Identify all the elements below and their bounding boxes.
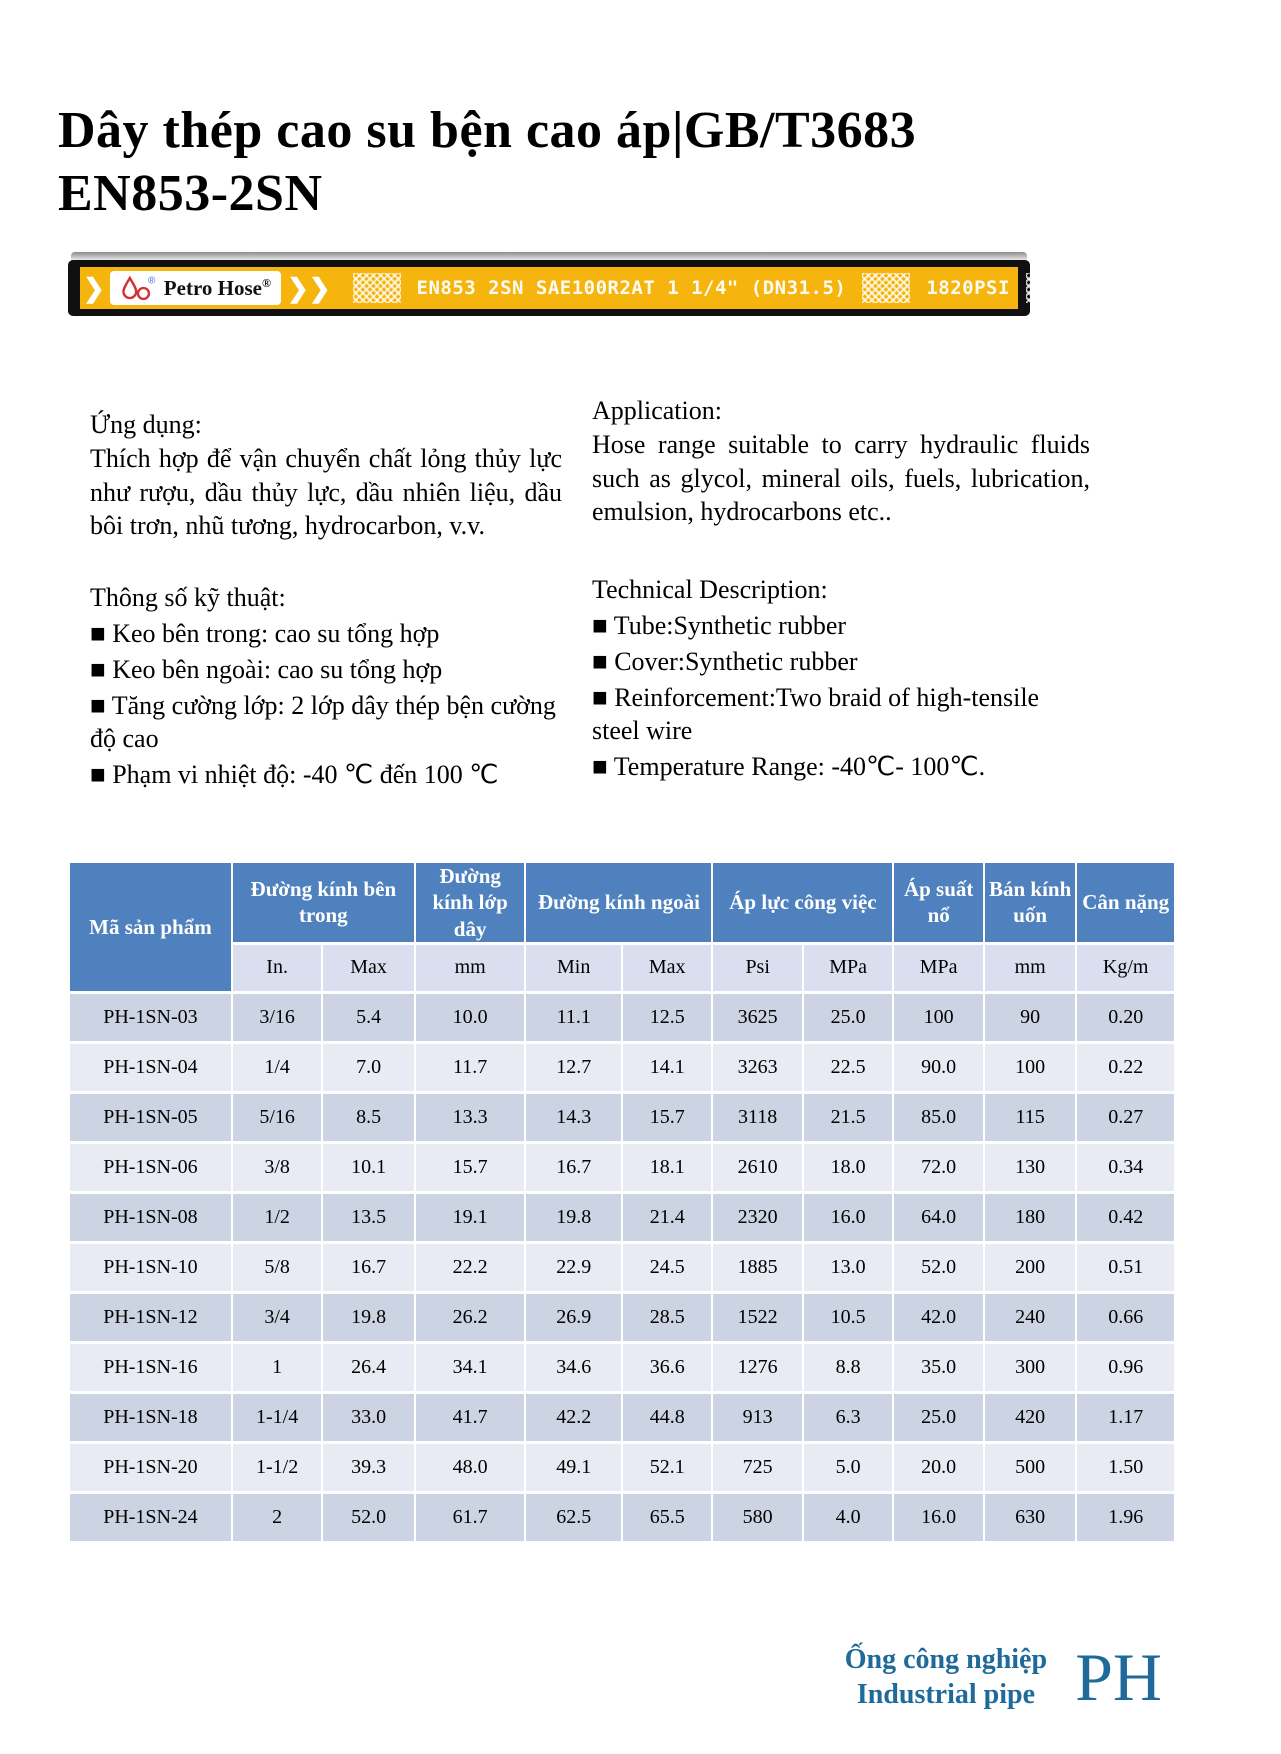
value-cell: 10.1 [323, 1144, 413, 1191]
value-cell: 6.3 [804, 1394, 893, 1441]
value-cell: 15.7 [623, 1094, 711, 1141]
value-cell: 1.50 [1077, 1444, 1174, 1491]
value-cell: 3118 [713, 1094, 801, 1141]
value-cell: 62.5 [526, 1494, 621, 1541]
value-cell: 19.8 [323, 1294, 413, 1341]
value-cell: 39.3 [323, 1444, 413, 1491]
unit-header: MPa [804, 945, 893, 991]
value-cell: 3625 [713, 994, 801, 1041]
spec-item: ■ Phạm vi nhiệt độ: -40 ℃ đến 100 ℃ [90, 760, 499, 790]
value-cell: 115 [985, 1094, 1075, 1141]
value-cell: 16.7 [526, 1144, 621, 1191]
spec-item: ■ Reinforcement:Two braid of high-tensile steel wire [592, 682, 1040, 746]
table-row [70, 994, 1174, 1041]
value-cell: 35.0 [894, 1344, 982, 1391]
application-section-en [592, 394, 1090, 786]
value-cell: 16.7 [323, 1244, 413, 1291]
unit-header: Kg/m [1077, 945, 1174, 991]
spec-item: ■ Tăng cường lớp: 2 lớp dây thép bện cường độ cao [90, 690, 556, 754]
value-cell: 1-1/4 [233, 1394, 321, 1441]
value-cell: 12.7 [526, 1044, 621, 1091]
value-cell: 2320 [713, 1194, 801, 1241]
product-code-cell: PH-1SN-05 [70, 1094, 231, 1141]
product-code-cell: PH-1SN-06 [70, 1144, 231, 1191]
value-cell: 1276 [713, 1344, 801, 1391]
value-cell: 18.0 [804, 1144, 893, 1191]
value-cell: 48.0 [416, 1444, 525, 1491]
registered-mark: ® [261, 276, 271, 290]
table-row [70, 1444, 1174, 1491]
col-header-product-code: Mã sản phẩm [70, 863, 231, 991]
hose-black-cover [68, 260, 1281, 316]
value-cell: 1.96 [1077, 1494, 1174, 1541]
value-cell: 22.5 [804, 1044, 893, 1091]
col-header-working-pressure: Áp lực công việc [713, 863, 892, 942]
value-cell: 630 [985, 1494, 1075, 1541]
value-cell: 26.9 [526, 1294, 621, 1341]
value-cell: 725 [713, 1444, 801, 1491]
value-cell: 64.0 [894, 1194, 982, 1241]
hose-highlight [71, 252, 1027, 260]
specs-list-en [592, 609, 1090, 784]
value-cell: 2 [233, 1494, 321, 1541]
value-cell: 36.6 [623, 1344, 711, 1391]
value-cell: 42.0 [894, 1294, 982, 1341]
petro-hose-drops-icon [118, 274, 158, 302]
value-cell: 14.3 [526, 1094, 621, 1141]
value-cell: 33.0 [323, 1394, 413, 1441]
value-cell: 18.1 [623, 1144, 711, 1191]
col-header-weight: Cân nặng [1077, 863, 1174, 942]
value-cell: 8.5 [323, 1094, 413, 1141]
table-header-groups-row [70, 863, 1174, 942]
table-row [70, 1094, 1174, 1141]
value-cell: 1/2 [233, 1194, 321, 1241]
flame-resistant-print [1188, 277, 1280, 300]
spec-item: ■ Keo bên ngoài: cao su tổng hợp [90, 654, 443, 684]
value-cell: 25.0 [804, 994, 893, 1041]
double-chevron-icon: ❯❯ [286, 273, 331, 303]
table-row [70, 1194, 1174, 1241]
application-paragraph-vi: Thích hợp để vận chuyển chất lỏng thủy lực như rượu, dầu thủy lực, dầu nhiên liệu, dầu bôi trơn, nhũ tương, hydrocarbon, v.v. [90, 443, 562, 541]
table-row [70, 1394, 1174, 1441]
value-cell: 7.0 [323, 1044, 413, 1091]
application-section-vi [90, 408, 562, 794]
spec-table [68, 860, 1176, 1544]
value-cell: 10.5 [804, 1294, 893, 1341]
value-cell: 3/4 [233, 1294, 321, 1341]
value-cell: 5.4 [323, 994, 413, 1041]
value-cell: 85.0 [894, 1094, 982, 1141]
value-cell: 3/16 [233, 994, 321, 1041]
hose-pressure-print: 1820PSI [926, 276, 1010, 299]
unit-header: In. [233, 945, 321, 991]
value-cell: 300 [985, 1344, 1075, 1391]
value-cell: 41.7 [416, 1394, 525, 1441]
table-row [70, 1044, 1174, 1091]
crosshatch-pattern [353, 273, 401, 303]
value-cell: 14.1 [623, 1044, 711, 1091]
unit-header: Max [623, 945, 711, 991]
value-cell: 90.0 [894, 1044, 982, 1091]
value-cell: 24.5 [623, 1244, 711, 1291]
value-cell: 1.17 [1077, 1394, 1174, 1441]
page-title: Dây thép cao su bện cao áp|GB/T3683 EN853-2SN [58, 101, 917, 223]
table-row [70, 1294, 1174, 1341]
technical-description-heading: Technical Description: [592, 575, 828, 605]
value-cell: 200 [985, 1244, 1075, 1291]
value-cell: 13.3 [416, 1094, 525, 1141]
value-cell: 10.0 [416, 994, 525, 1041]
product-code-cell: PH-1SN-24 [70, 1494, 231, 1541]
value-cell: 1-1/2 [233, 1444, 321, 1491]
footer [844, 1639, 1162, 1715]
value-cell: 0.20 [1077, 994, 1174, 1041]
value-cell: 34.1 [416, 1344, 525, 1391]
value-cell: 11.7 [416, 1044, 525, 1091]
value-cell: 22.9 [526, 1244, 621, 1291]
value-cell: 19.1 [416, 1194, 525, 1241]
value-cell: 2610 [713, 1144, 801, 1191]
footer-tagline-en: Industrial pipe [856, 1679, 1035, 1710]
value-cell: 1/4 [233, 1044, 321, 1091]
spec-item: ■ Cover:Synthetic rubber [592, 646, 858, 676]
product-code-cell: PH-1SN-18 [70, 1394, 231, 1441]
table-row [70, 1244, 1174, 1291]
table-row [70, 1144, 1174, 1191]
value-cell: 12.5 [623, 994, 711, 1041]
value-cell: 0.66 [1077, 1294, 1174, 1341]
value-cell: 26.2 [416, 1294, 525, 1341]
value-cell: 13.0 [804, 1244, 893, 1291]
spec-item: ■ Keo bên trong: cao su tổng hợp [90, 618, 440, 648]
flame-line2: MSHA 2G-1C-14C/44 [1188, 288, 1281, 298]
brand-name [164, 277, 271, 299]
product-code-cell: PH-1SN-10 [70, 1244, 231, 1291]
col-header-wire-layer-diameter: Đường kính lớp dây [416, 863, 525, 942]
value-cell: 0.27 [1077, 1094, 1174, 1141]
spacer [90, 543, 562, 581]
value-cell: 52.1 [623, 1444, 711, 1491]
value-cell: 580 [713, 1494, 801, 1541]
table-units-row [70, 945, 1174, 991]
table-row [70, 1494, 1174, 1541]
product-code-cell: PH-1SN-16 [70, 1344, 231, 1391]
ma-certification-icon: MA [1092, 277, 1126, 299]
hose-band-image [68, 252, 1281, 316]
flame-line1: FLAME RESISTANT [1188, 276, 1277, 287]
product-code-cell: PH-1SN-12 [70, 1294, 231, 1341]
value-cell: 16.0 [894, 1494, 982, 1541]
value-cell: 21.4 [623, 1194, 711, 1241]
value-cell: 0.22 [1077, 1044, 1174, 1091]
hose-spec-print: EN853 2SN SAE100R2AT 1 1/4" (DN31.5) [416, 276, 847, 299]
value-cell: 22.2 [416, 1244, 525, 1291]
value-cell: 130 [985, 1144, 1075, 1191]
value-cell: 100 [985, 1044, 1075, 1091]
value-cell: 44.8 [623, 1394, 711, 1441]
footer-tagline-vi: Ống công nghiệp [844, 1644, 1048, 1675]
hose-yellow-stripe [80, 267, 1281, 309]
value-cell: 65.5 [623, 1494, 711, 1541]
crosshatch-pattern [1026, 273, 1074, 303]
value-cell: 3/8 [233, 1144, 321, 1191]
value-cell: 4.0 [804, 1494, 893, 1541]
value-cell: 0.96 [1077, 1344, 1174, 1391]
pressure-rating-print [1136, 277, 1174, 300]
value-cell: 49.1 [526, 1444, 621, 1491]
application-heading-en: Application: [592, 396, 722, 425]
chevron-icon: ❯ [83, 273, 105, 303]
crosshatch-pattern [862, 273, 910, 303]
value-cell: 5.0 [804, 1444, 893, 1491]
unit-header: mm [416, 945, 525, 991]
rating-bar: 125Bar [1136, 288, 1168, 298]
value-cell: 1 [233, 1344, 321, 1391]
value-cell: 16.0 [804, 1194, 893, 1241]
rating-mpa: 12.5MPa [1136, 276, 1175, 287]
product-code-cell: PH-1SN-04 [70, 1044, 231, 1091]
ph-logo: PH [1075, 1639, 1162, 1715]
col-header-outer-diameter: Đường kính ngoài [526, 863, 711, 942]
product-code-cell: PH-1SN-08 [70, 1194, 231, 1241]
col-header-bend-radius: Bán kính uốn [985, 863, 1075, 942]
spec-item: ■ Temperature Range: -40℃- 100℃. [592, 752, 986, 782]
value-cell: 1522 [713, 1294, 801, 1341]
value-cell: 42.2 [526, 1394, 621, 1441]
svg-text:®: ® [147, 275, 156, 287]
unit-header: mm [985, 945, 1075, 991]
value-cell: 1885 [713, 1244, 801, 1291]
value-cell: 52.0 [894, 1244, 982, 1291]
col-header-inner-diameter: Đường kính bên trong [233, 863, 414, 942]
unit-header: MPa [894, 945, 982, 991]
value-cell: 0.51 [1077, 1244, 1174, 1291]
unit-header: Max [323, 945, 413, 991]
value-cell: 52.0 [323, 1494, 413, 1541]
spacer [592, 529, 1090, 573]
col-header-burst-pressure: Áp suất nổ [894, 863, 982, 942]
value-cell: 180 [985, 1194, 1075, 1241]
value-cell: 25.0 [894, 1394, 982, 1441]
footer-tagline [845, 1642, 1047, 1712]
value-cell: 11.1 [526, 994, 621, 1041]
spec-table-body [70, 994, 1174, 1541]
value-cell: 240 [985, 1294, 1075, 1341]
value-cell: 13.5 [323, 1194, 413, 1241]
product-code-cell: PH-1SN-03 [70, 994, 231, 1041]
brand-name-text: Petro Hose [163, 276, 262, 300]
table-row [70, 1344, 1174, 1391]
value-cell: 100 [894, 994, 982, 1041]
value-cell: 20.0 [894, 1444, 982, 1491]
specs-heading-vi: Thông số kỹ thuật: [90, 583, 286, 613]
value-cell: 5/16 [233, 1094, 321, 1141]
value-cell: 913 [713, 1394, 801, 1441]
application-paragraph-en: Hose range suitable to carry hydraulic fluids such as glycol, mineral oils, fuels, lubrication, emulsion, hydrocarbons etc.. [592, 429, 1090, 527]
specs-list-vi [90, 617, 562, 792]
value-cell: 500 [985, 1444, 1075, 1491]
value-cell: 420 [985, 1394, 1075, 1441]
spec-item: ■ Tube:Synthetic rubber [592, 610, 847, 640]
value-cell: 72.0 [894, 1144, 982, 1191]
value-cell: 28.5 [623, 1294, 711, 1341]
value-cell: 61.7 [416, 1494, 525, 1541]
value-cell: 15.7 [416, 1144, 525, 1191]
value-cell: 26.4 [323, 1344, 413, 1391]
brand-badge [110, 271, 281, 305]
value-cell: 34.6 [526, 1344, 621, 1391]
unit-header: Psi [713, 945, 801, 991]
application-heading-vi: Ứng dụng: [90, 410, 202, 439]
unit-header: Min [526, 945, 621, 991]
value-cell: 90 [985, 994, 1075, 1041]
value-cell: 0.34 [1077, 1144, 1174, 1191]
value-cell: 19.8 [526, 1194, 621, 1241]
value-cell: 5/8 [233, 1244, 321, 1291]
value-cell: 0.42 [1077, 1194, 1174, 1241]
value-cell: 21.5 [804, 1094, 893, 1141]
product-code-cell: PH-1SN-20 [70, 1444, 231, 1491]
value-cell: 8.8 [804, 1344, 893, 1391]
value-cell: 3263 [713, 1044, 801, 1091]
